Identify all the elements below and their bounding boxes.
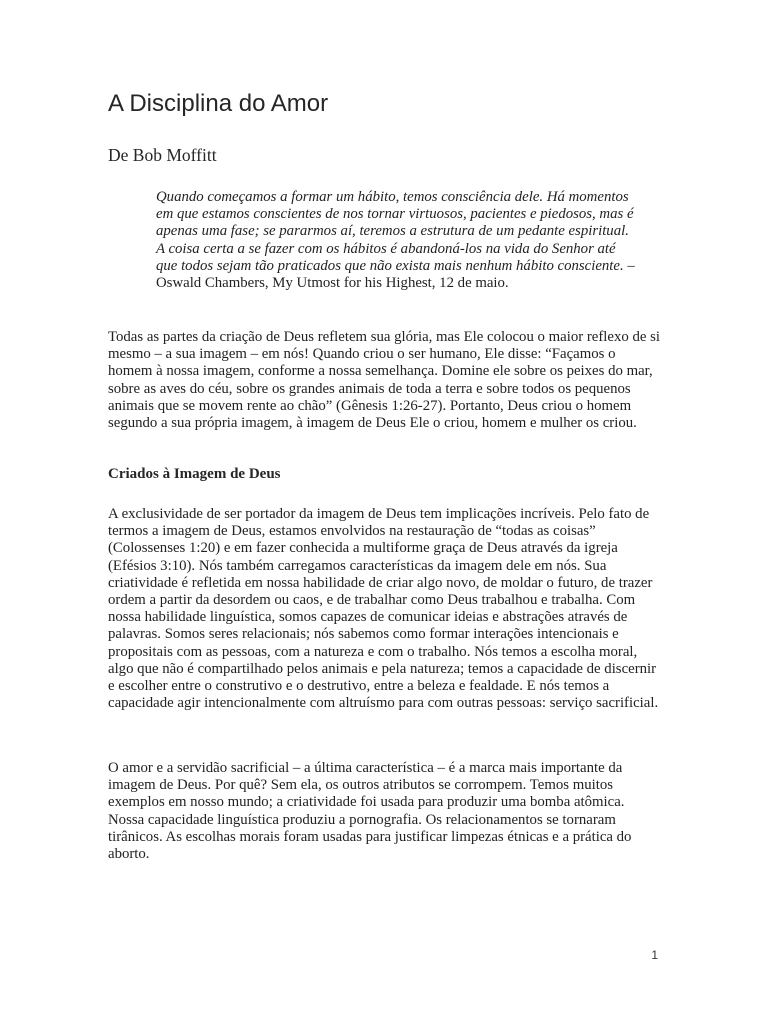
body-paragraph-1: Todas as partes da criação de Deus refletem sua glória, mas Ele colocou o maior reflexo de si mesmo – a sua imagem – em nós! Quando criou o ser humano, Ele disse: “Façamos o homem à nossa imagem, conforme a nossa semelhança. Domine ele sobre os peixes do mar, sobre as aves do céu, sobre os grandes animais de toda a terra e sobre todos os pequenos animais que se movem rente ao chão” (Gênesis 1:26-27). Portanto, Deus criou o homem segundo a sua própria imagem, à imagem de Deus Ele o criou, homem e mulher os criou. xyxy=(108,329,660,432)
section-heading: Criados à Imagem de Deus xyxy=(108,466,281,482)
document-title: A Disciplina do Amor xyxy=(108,90,329,117)
epigraph-quote xyxy=(156,189,636,292)
body-paragraph-3: O amor e a servidão sacrificial – a última característica – é a marca mais importante da imagem de Deus. Por quê? Sem ela, os outros atributos se corrompem. Temos muitos exemplos em nosso mundo; a criatividade foi usada para produzir uma bomba atômica. Nossa capacidade linguística produziu a pornografia. Os relacionamentos se tornaram tirânicos. As escolhas morais foram usadas para justificar limpezas étnicas e a prática do aborto. xyxy=(108,760,632,863)
page-number: 1 xyxy=(651,948,658,962)
epigraph-attribution: – Oswald Chambers, My Utmost for his Highest, 12 de maio. xyxy=(156,257,635,292)
epigraph-quote-text: Quando começamos a formar um hábito, temos consciência dele. Há momentos em que estamos conscientes de nos tornar virtuosos, pacientes e piedosos, mas é apenas uma fase; se pararmos aí, teremos a estrutura de um pedante espiritual. A coisa certa a se fazer com os hábitos é abandoná-los na vida do Senhor até que todos sejam tão praticados que não exista mais nenhum hábito consciente. xyxy=(156,189,634,274)
author-byline: De Bob Moffitt xyxy=(108,145,217,165)
body-paragraph-2: A exclusividade de ser portador da imagem de Deus tem implicações incríveis. Pelo fato de termos a imagem de Deus, estamos envolvidos na restauração de “todas as coisas” (Colossenses 1:20) e em fazer conhecida a multiforme graça de Deus através da igreja (Efésios 3:10). Nós também carregamos características da imagem dele em nós. Sua criatividade é refletida em nossa habilidade de criar algo novo, de moldar o futuro, de trazer ordem a partir da desordem ou caos, e de trabalhar como Deus trabalhou e trabalha. Com nossa habilidade linguística, somos capazes de comunicar ideias e abstrações através de palavras. Somos seres relacionais; nós sabemos como formar interações intencionais e propositais com as pessoas, com a natureza e com o trabalho. Nós temos a escolha moral, algo que não é compartilhado pelos animais e pela natureza; temos a capacidade de discernir e escolher entre o construtivo e o destrutivo, entre a beleza e fealdade. E nós temos a capacidade agir intencionalmente com altruísmo para com outras pessoas: serviço sacrificial. xyxy=(108,506,659,712)
